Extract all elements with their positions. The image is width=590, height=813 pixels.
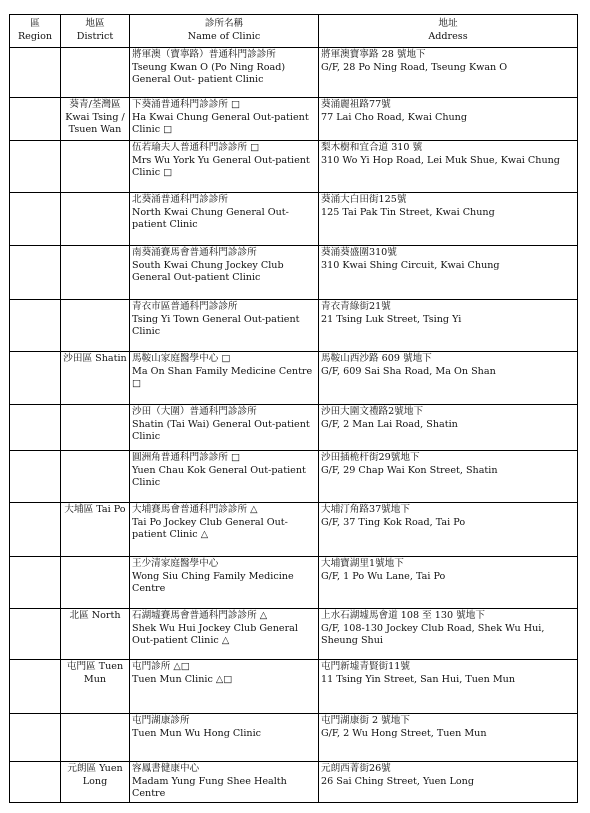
table-header bbox=[10, 15, 578, 48]
header-region: 區 Region bbox=[10, 15, 61, 48]
address-cell-zh: 葵涌麗祖路77號 bbox=[321, 99, 391, 110]
address-cell-zh: 葵涌葵盛圍310號 bbox=[321, 247, 397, 258]
clinic-name-cell-zh: 沙田（大圍）普通科門診診所 bbox=[132, 406, 257, 417]
clinic-name-cell bbox=[130, 557, 319, 609]
clinic-name-cell-zh: 大埔賽馬會普通科門診診所 △ bbox=[132, 504, 258, 515]
clinic-name-cell-en: Tuen Mun Wu Hong Clinic bbox=[132, 727, 262, 739]
region-cell bbox=[10, 557, 61, 609]
region-cell bbox=[10, 193, 61, 246]
table-row bbox=[10, 557, 578, 609]
district-cell bbox=[61, 141, 130, 193]
clinic-name-cell-zh: 馬鞍山家庭醫學中心 □ bbox=[132, 353, 231, 364]
table-row bbox=[10, 98, 578, 141]
clinic-table bbox=[9, 14, 578, 803]
address-cell-en: 26 Sai Ching Street, Yuen Long bbox=[321, 775, 474, 787]
address-cell-zh: 梨木樹和宜合道 310 號 bbox=[321, 142, 423, 153]
clinic-name-cell-en: Shek Wu Hui Jockey Club General Out-patient Clinic △ bbox=[132, 622, 298, 646]
header-clinic: 診所名稱 Name of Clinic bbox=[130, 15, 319, 48]
clinic-name-cell-zh: 北葵涌普通科門診診所 bbox=[132, 194, 228, 205]
region-cell bbox=[10, 405, 61, 451]
region-cell bbox=[10, 352, 61, 405]
clinic-name-cell bbox=[130, 141, 319, 193]
region-cell bbox=[10, 451, 61, 503]
address-cell bbox=[319, 141, 578, 193]
table-row bbox=[10, 660, 578, 714]
table-row bbox=[10, 503, 578, 557]
address-cell-zh: 葵涌大白田街125號 bbox=[321, 194, 407, 205]
clinic-name-cell-zh: 將軍澳（寶寧路）普通科門診診所 bbox=[132, 49, 276, 60]
district-cell bbox=[61, 503, 130, 557]
clinic-name-cell-zh: 屯門診所 △□ bbox=[132, 661, 190, 672]
address-cell bbox=[319, 660, 578, 714]
clinic-name-cell bbox=[130, 98, 319, 141]
address-cell-zh: 元朗西菁街26號 bbox=[321, 763, 391, 774]
address-cell-en: G/F, 108-130 Jockey Club Road, Shek Wu Hui, Sheung Shui bbox=[321, 622, 545, 646]
address-cell-zh: 大埔汀角路37號地下 bbox=[321, 504, 410, 515]
clinic-name-cell-zh: 屯門湖康診所 bbox=[132, 715, 190, 726]
clinic-name-cell-zh: 石湖墟賽馬會普通科門診診所 △ bbox=[132, 610, 268, 621]
address-cell bbox=[319, 762, 578, 803]
clinic-name-cell-en: Tsing Yi Town General Out-patient Clinic bbox=[132, 313, 300, 337]
address-cell-en: 310 Wo Yi Hop Road, Lei Muk Shue, Kwai Chung bbox=[321, 154, 560, 166]
clinic-name-cell bbox=[130, 714, 319, 762]
district-cell bbox=[61, 405, 130, 451]
clinic-name-cell-zh: 下葵涌普通科門診診所 □ bbox=[132, 99, 241, 110]
address-cell bbox=[319, 193, 578, 246]
clinic-name-cell-en: Tuen Mun Clinic △□ bbox=[132, 673, 233, 685]
region-cell bbox=[10, 48, 61, 98]
table-row bbox=[10, 48, 578, 98]
clinic-name-cell-en: South Kwai Chung Jockey Club General Out-patient Clinic bbox=[132, 259, 284, 283]
clinic-name-cell-zh: 伍若瑜夫人普通科門診診所 □ bbox=[132, 142, 260, 153]
table-row bbox=[10, 246, 578, 300]
clinic-name-cell-en: Tai Po Jockey Club General Out-patient Clinic △ bbox=[132, 516, 288, 540]
table-row bbox=[10, 352, 578, 405]
region-cell bbox=[10, 98, 61, 141]
district-cell bbox=[61, 193, 130, 246]
clinic-name-cell bbox=[130, 352, 319, 405]
address-cell bbox=[319, 48, 578, 98]
region-cell bbox=[10, 762, 61, 803]
clinic-name-cell-en: Shatin (Tai Wai) General Out-patient Clinic bbox=[132, 418, 310, 442]
district-cell bbox=[61, 98, 130, 141]
address-cell-en: 21 Tsing Luk Street, Tsing Yi bbox=[321, 313, 462, 325]
address-cell-zh: 沙田插桅杆街29號地下 bbox=[321, 452, 420, 463]
district-cell bbox=[61, 660, 130, 714]
clinic-name-cell-en: Madam Yung Fung Shee Health Centre bbox=[132, 775, 287, 799]
address-cell bbox=[319, 352, 578, 405]
clinic-name-cell-en: Ma On Shan Family Medicine Centre □ bbox=[132, 365, 313, 389]
address-cell-zh: 上水石湖墟馬會道 108 至 130 號地下 bbox=[321, 610, 485, 621]
clinic-name-cell bbox=[130, 48, 319, 98]
address-cell-zh: 屯門湖康街 2 號地下 bbox=[321, 715, 410, 726]
table-row bbox=[10, 141, 578, 193]
address-cell bbox=[319, 300, 578, 352]
clinic-name-cell-zh: 青衣市區普通科門診診所 bbox=[132, 301, 238, 312]
address-cell-en: 310 Kwai Shing Circuit, Kwai Chung bbox=[321, 259, 500, 271]
address-cell-zh: 屯門新墟青賢街11號 bbox=[321, 661, 410, 672]
table-row bbox=[10, 405, 578, 451]
clinic-name-cell-zh: 圓洲角普通科門診診所 □ bbox=[132, 452, 241, 463]
district-cell bbox=[61, 762, 130, 803]
address-cell bbox=[319, 714, 578, 762]
address-cell-en: G/F, 28 Po Ning Road, Tseung Kwan O bbox=[321, 61, 508, 73]
address-cell-en: G/F, 29 Chap Wai Kon Street, Shatin bbox=[321, 464, 498, 476]
district-cell-zh: 葵青/荃灣區 Kwai Tsing / Tsuen Wan bbox=[65, 99, 125, 135]
address-cell-en: 77 Lai Cho Road, Kwai Chung bbox=[321, 111, 468, 123]
region-cell bbox=[10, 246, 61, 300]
address-cell-en: G/F, 2 Man Lai Road, Shatin bbox=[321, 418, 458, 430]
district-cell bbox=[61, 246, 130, 300]
table-row bbox=[10, 609, 578, 660]
district-cell-zh: 元朗區 Yuen Long bbox=[67, 763, 123, 787]
clinic-name-cell-en: North Kwai Chung General Out-patient Clinic bbox=[132, 206, 289, 230]
address-cell-zh: 大埔寶湖里1號地下 bbox=[321, 558, 404, 569]
address-cell bbox=[319, 557, 578, 609]
clinic-name-cell-zh: 容鳳書健康中心 bbox=[132, 763, 200, 774]
clinic-name-cell bbox=[130, 193, 319, 246]
clinic-name-cell-en: Yuen Chau Kok General Out-patient Clinic bbox=[132, 464, 306, 488]
header-address: 地址 Address bbox=[319, 15, 578, 48]
address-cell-en: G/F, 2 Wu Hong Street, Tuen Mun bbox=[321, 727, 487, 739]
region-cell bbox=[10, 660, 61, 714]
district-cell bbox=[61, 609, 130, 660]
clinic-name-cell-zh: 南葵涌賽馬會普通科門診診所 bbox=[132, 247, 257, 258]
district-cell bbox=[61, 48, 130, 98]
district-cell bbox=[61, 300, 130, 352]
clinic-name-cell-en: Wong Siu Ching Family Medicine Centre bbox=[132, 570, 294, 594]
clinic-name-cell bbox=[130, 660, 319, 714]
district-cell-zh: 沙田區 Shatin bbox=[63, 353, 127, 364]
address-cell-zh: 馬鞍山西沙路 609 號地下 bbox=[321, 353, 432, 364]
district-cell bbox=[61, 557, 130, 609]
address-cell bbox=[319, 609, 578, 660]
district-cell-zh: 大埔區 Tai Po bbox=[64, 504, 126, 515]
address-cell bbox=[319, 246, 578, 300]
district-cell bbox=[61, 352, 130, 405]
address-cell bbox=[319, 503, 578, 557]
table-row bbox=[10, 762, 578, 803]
clinic-name-cell bbox=[130, 503, 319, 557]
address-cell bbox=[319, 405, 578, 451]
region-cell bbox=[10, 609, 61, 660]
clinic-name-cell bbox=[130, 762, 319, 803]
clinic-name-cell bbox=[130, 609, 319, 660]
district-cell bbox=[61, 451, 130, 503]
header-district: 地區 District bbox=[61, 15, 130, 48]
clinic-name-cell-en: Mrs Wu York Yu General Out-patient Clinic □ bbox=[132, 154, 310, 178]
district-cell-zh: 屯門區 Tuen Mun bbox=[66, 661, 124, 685]
table-row bbox=[10, 300, 578, 352]
clinic-name-cell-en: Tseung Kwan O (Po Ning Road) General Out- patient Clinic bbox=[132, 61, 286, 85]
table-row bbox=[10, 714, 578, 762]
table-row bbox=[10, 451, 578, 503]
address-cell bbox=[319, 98, 578, 141]
region-cell bbox=[10, 141, 61, 193]
region-cell bbox=[10, 503, 61, 557]
address-cell-en: 125 Tai Pak Tin Street, Kwai Chung bbox=[321, 206, 495, 218]
clinic-name-cell bbox=[130, 451, 319, 503]
clinic-name-cell bbox=[130, 405, 319, 451]
region-cell bbox=[10, 714, 61, 762]
region-cell bbox=[10, 300, 61, 352]
clinic-name-cell-en: Ha Kwai Chung General Out-patient Clinic □ bbox=[132, 111, 309, 135]
clinic-name-cell-zh: 王少清家庭醫學中心 bbox=[132, 558, 219, 569]
address-cell-en: G/F, 1 Po Wu Lane, Tai Po bbox=[321, 570, 446, 582]
address-cell-en: 11 Tsing Yin Street, San Hui, Tuen Mun bbox=[321, 673, 516, 685]
address-cell-en: G/F, 37 Ting Kok Road, Tai Po bbox=[321, 516, 466, 528]
address-cell-zh: 青衣青綠街21號 bbox=[321, 301, 391, 312]
district-cell-zh: 北區 North bbox=[69, 610, 121, 621]
address-cell-zh: 沙田大圍文禮路2號地下 bbox=[321, 406, 424, 417]
clinic-name-cell bbox=[130, 246, 319, 300]
address-cell bbox=[319, 451, 578, 503]
table-row bbox=[10, 193, 578, 246]
clinic-name-cell bbox=[130, 300, 319, 352]
district-cell bbox=[61, 714, 130, 762]
address-cell-zh: 將軍澳寶寧路 28 號地下 bbox=[321, 49, 426, 60]
address-cell-en: G/F, 609 Sai Sha Road, Ma On Shan bbox=[321, 365, 496, 377]
